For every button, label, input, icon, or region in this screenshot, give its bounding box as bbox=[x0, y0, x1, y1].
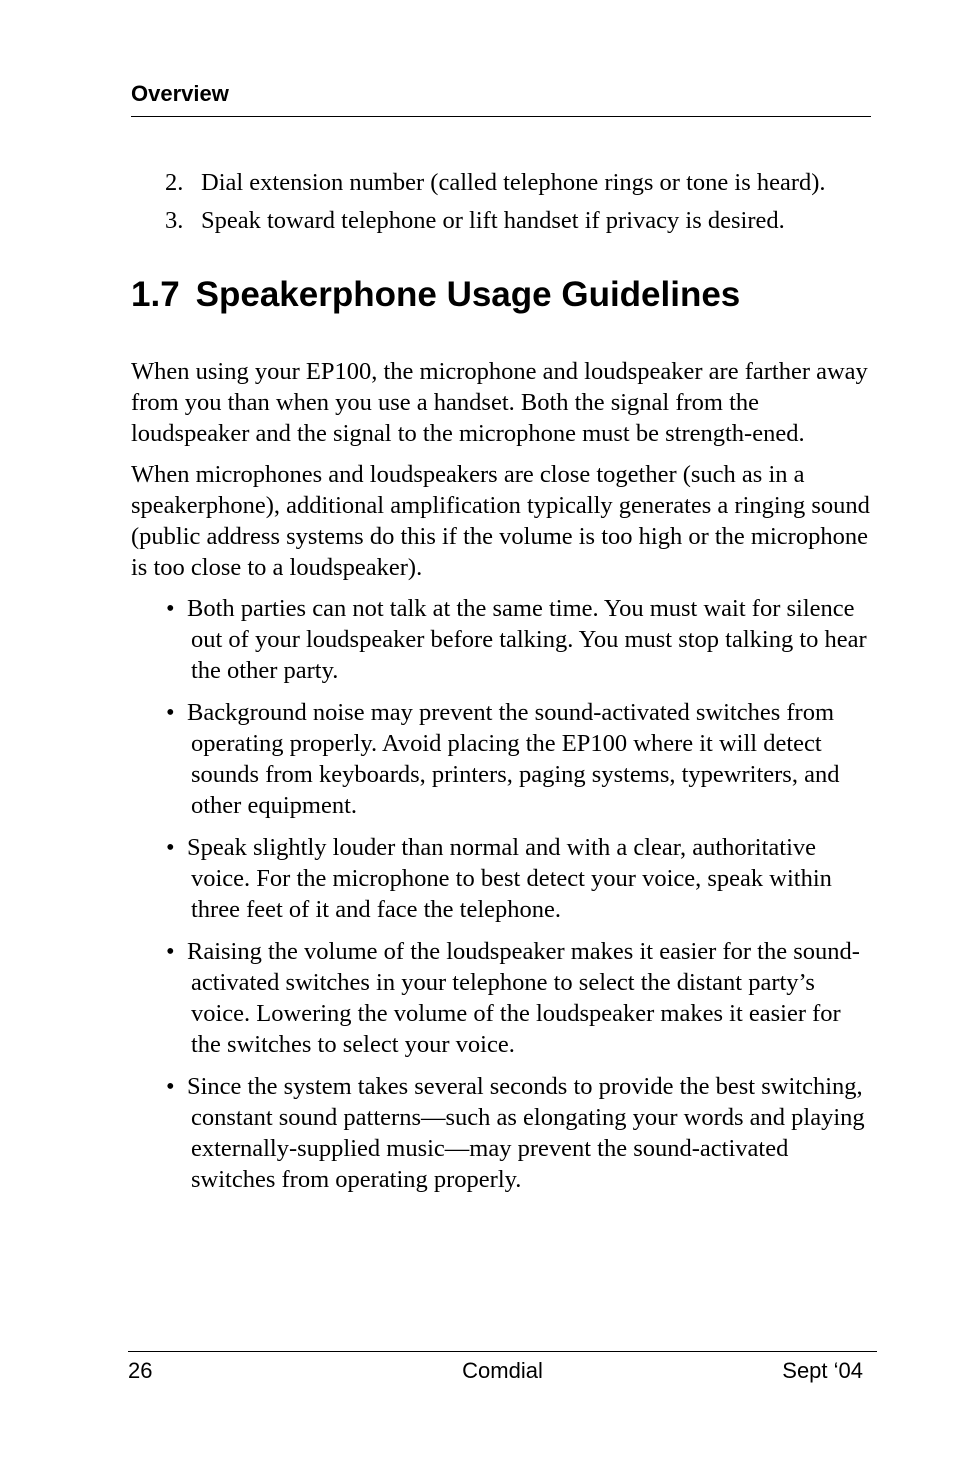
list-item bbox=[131, 593, 871, 686]
section-heading bbox=[131, 274, 871, 316]
list-item bbox=[131, 1071, 871, 1195]
list-item-text: Speak slightly louder than normal and with a clear, authoritative voice. For the microphone to best detect your voice, speak within three feet of it and face the telephone. bbox=[187, 834, 832, 923]
bullet-icon: • bbox=[166, 938, 175, 965]
step-number: 3. bbox=[165, 207, 184, 234]
bullet-icon: • bbox=[166, 834, 175, 861]
guidelines-list bbox=[131, 593, 871, 1195]
list-item-text: Background noise may prevent the sound-activated switches from operating properly. Avoid placing the EP100 where it will detect sounds from keyboards, printers, paging systems, typewriters, and other equipment. bbox=[187, 699, 840, 819]
list-item bbox=[131, 697, 871, 821]
step-number: 2. bbox=[165, 169, 184, 196]
page-number: 26 bbox=[128, 1358, 153, 1383]
footer-date: Sept ‘04 bbox=[782, 1358, 863, 1383]
bullet-icon: • bbox=[166, 595, 175, 622]
list-item bbox=[131, 832, 871, 925]
body-paragraph: When microphones and loudspeakers are close together (such as in a speakerphone), additional amplification typically generates a ringing sound (public address systems do this if the volume is too high or the microphone is too close to a loudspeaker). bbox=[131, 461, 870, 581]
section-title: Speakerphone Usage Guidelines bbox=[195, 275, 741, 314]
list-item-text: Since the system takes several seconds to provide the best switching, constant sound patterns—such as elongating your words and playing externally-supplied music—may prevent the sound-activated switches from operating properly. bbox=[187, 1073, 865, 1193]
list-item bbox=[131, 936, 871, 1060]
list-item-text: Both parties can not talk at the same time. You must wait for silence out of your loudspeaker before talking. You must stop talking to hear the other party. bbox=[187, 595, 867, 684]
bullet-icon: • bbox=[166, 1073, 175, 1100]
page-content bbox=[131, 167, 871, 1206]
section-number: 1.7 bbox=[131, 275, 180, 314]
footer-company: Comdial bbox=[462, 1358, 543, 1383]
list-item-text: Raising the volume of the loudspeaker makes it easier for the sound-activated switches in your telephone to select the distant party’s voice. Lowering the volume of the loudspeaker makes it easier for the switches to select your voice. bbox=[187, 938, 860, 1058]
page-footer bbox=[128, 1351, 877, 1387]
step-item bbox=[131, 167, 871, 198]
step-item bbox=[131, 205, 871, 236]
running-header bbox=[131, 80, 871, 117]
bullet-icon: • bbox=[166, 699, 175, 726]
step-text: Dial extension number (called telephone rings or tone is heard). bbox=[201, 169, 826, 196]
header-section-title: Overview bbox=[131, 81, 229, 106]
steps-list bbox=[131, 167, 871, 236]
step-text: Speak toward telephone or lift handset if privacy is desired. bbox=[201, 207, 785, 234]
body-paragraph: When using your EP100, the microphone and loudspeaker are farther away from you than when you use a handset. Both the signal from the loudspeaker and the signal to the microphone must be strength-ened. bbox=[131, 358, 868, 447]
